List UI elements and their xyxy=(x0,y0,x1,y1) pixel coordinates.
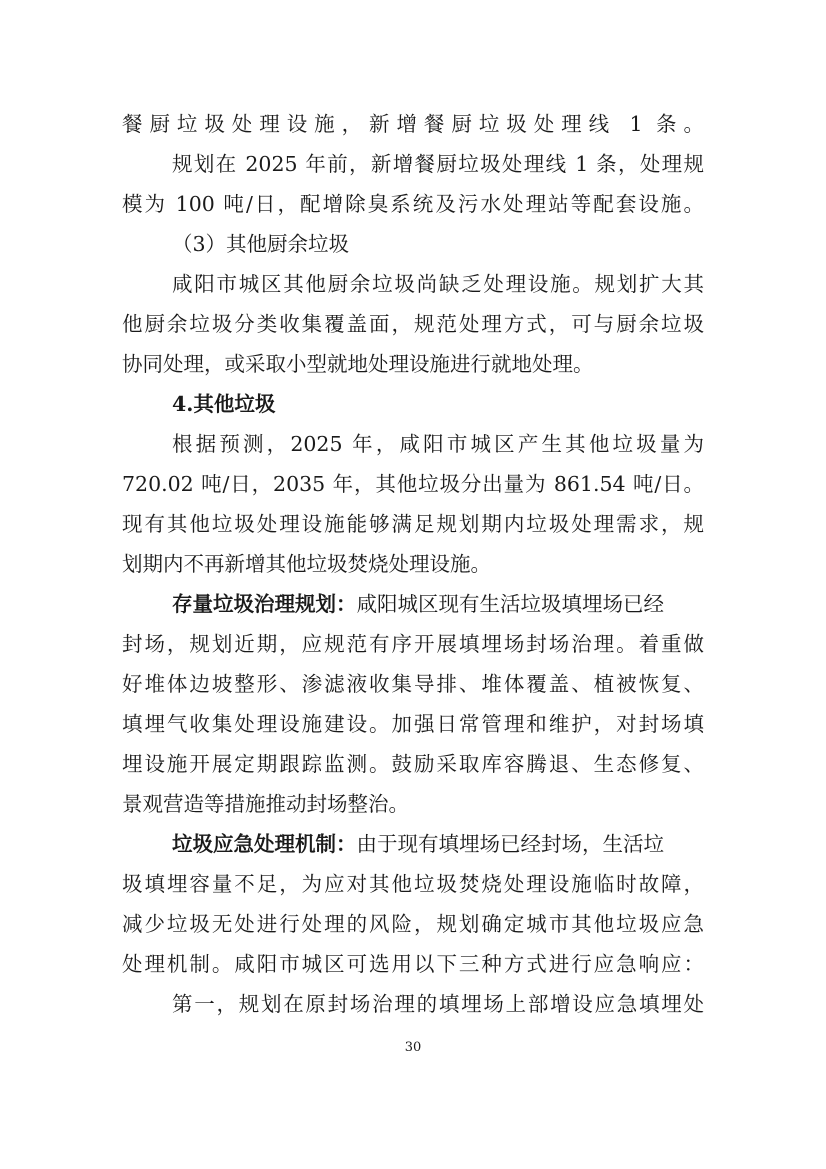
paragraph-line: 划期内不再新增其他垃圾焚烧处理设施。 xyxy=(122,552,491,576)
subsection-heading: （3）其他厨余垃圾 xyxy=(172,232,350,256)
paragraph-line xyxy=(172,586,704,622)
section-heading: 4.其他垃圾 xyxy=(172,392,276,416)
paragraph-lead-emergency: 垃圾应急处理机制： xyxy=(172,832,357,856)
paragraph-line: 规划在 2025 年前，新增餐厨垃圾处理线 1 条，处理规 xyxy=(172,152,704,176)
paragraph-text: 咸阳城区现有生活垃圾填埋场已经 xyxy=(356,592,664,616)
paragraph-line: 景观营造等措施推动封场整治。 xyxy=(122,792,409,816)
paragraph-line: 根据预测，2025 年，咸阳市城区产生其他垃圾量为 xyxy=(172,432,704,456)
paragraph-line: 现有其他垃圾处理设施能够满足规划期内垃圾处理需求，规 xyxy=(122,512,704,536)
paragraph-line: 模为 100 吨/日，配增除臭系统及污水处理站等配套设施。 xyxy=(122,192,704,216)
paragraph-line: 第一，规划在原封场治理的填埋场上部增设应急填埋处 xyxy=(172,992,704,1016)
paragraph-line: 圾填埋容量不足，为应对其他垃圾焚烧处理设施临时故障， xyxy=(122,872,704,896)
paragraph-line: 餐厨垃圾处理设施，新增餐厨垃圾处理线 1 条。 xyxy=(122,112,704,136)
page-number: 30 xyxy=(404,1040,422,1055)
paragraph-text: 由于现有填埋场已经封场，生活垃 xyxy=(356,832,664,856)
paragraph-line: 协同处理，或采取小型就地处理设施进行就地处理。 xyxy=(122,352,594,376)
paragraph-line xyxy=(172,826,704,862)
paragraph-line: 好堆体边坡整形、渗滤液收集导排、堆体覆盖、植被恢复、 xyxy=(122,672,704,696)
paragraph-line: 埋设施开展定期跟踪监测。鼓励采取库容腾退、生态修复、 xyxy=(122,752,704,776)
paragraph-line: 处理机制。咸阳市城区可选用以下三种方式进行应急响应： xyxy=(122,952,704,976)
paragraph-line: 咸阳市城区其他厨余垃圾尚缺乏处理设施。规划扩大其 xyxy=(172,272,704,296)
paragraph-line: 他厨余垃圾分类收集覆盖面，规范处理方式，可与厨余垃圾 xyxy=(122,312,704,336)
paragraph-line: 封场，规划近期，应规范有序开展填埋场封场治理。着重做 xyxy=(122,632,704,656)
paragraph-line: 减少垃圾无处进行处理的风险，规划确定城市其他垃圾应急 xyxy=(122,912,704,936)
paragraph-line: 720.02 吨/日，2035 年，其他垃圾分出量为 861.54 吨/日。 xyxy=(122,472,704,496)
paragraph-lead-landfill: 存量垃圾治理规划： xyxy=(172,592,357,616)
paragraph-line: 填埋气收集处理设施建设。加强日常管理和维护，对封场填 xyxy=(122,712,704,736)
